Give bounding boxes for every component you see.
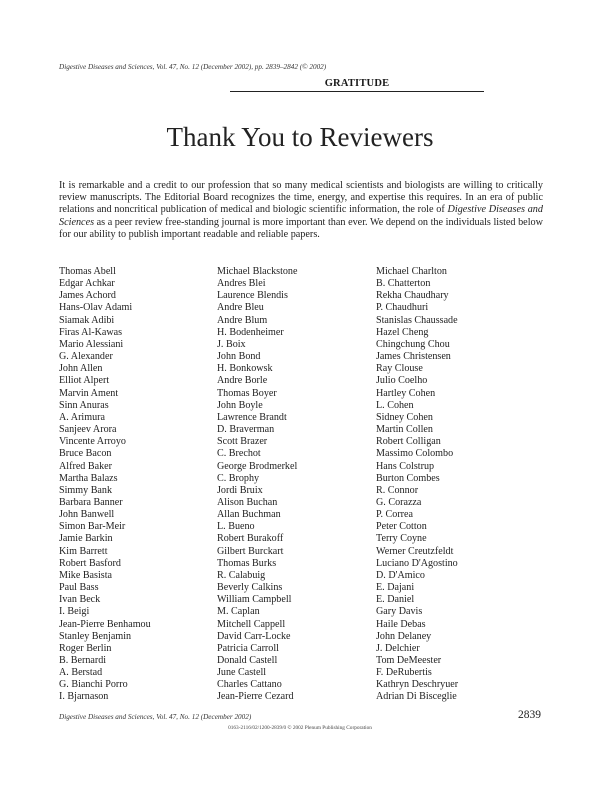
reviewer-name: I. Beigi	[59, 606, 90, 618]
reviewer-name: Bruce Bacon	[59, 448, 112, 460]
reviewer-name: George Brodmerkel	[217, 460, 298, 472]
intro-text-part1: It is remarkable and a credit to our profession that so many medical scientists and biologists are willing to critically review manuscripts. The Editorial Board recognizes the time, energy, and expertise this requires. In an era of public relations and noncritical publication of medical and biologic scientific information, the role of	[59, 180, 543, 216]
reviewer-name: Thomas Abell	[59, 266, 116, 277]
reviewer-name: B. Chatterton	[376, 278, 431, 290]
reviewer-name: G. Alexander	[59, 351, 113, 363]
reviewer-name: E. Dajani	[376, 582, 415, 594]
reviewer-name: Burton Combes	[376, 472, 440, 484]
reviewer-name: Sinn Anuras	[59, 399, 109, 411]
reviewer-name: Thomas Burks	[217, 557, 277, 569]
reviewer-name: Donald Castell	[217, 655, 278, 666]
reviewer-name: Hartley Cohen	[376, 387, 436, 399]
reviewer-name: R. Connor	[376, 484, 419, 496]
reviewer-name: William Campbell	[217, 594, 292, 606]
reviewer-name: John Bond	[217, 351, 261, 363]
reviewer-name: Stanislas Chaussade	[376, 314, 458, 326]
reviewer-name: James Achord	[59, 290, 116, 302]
reviewer-name: Haile Debas	[376, 618, 426, 630]
reviewer-name: Hans Colstrup	[376, 460, 435, 472]
reviewer-name: Charles Cattano	[217, 679, 282, 691]
reviewer-name: Andre Borle	[217, 375, 268, 387]
reviewer-name: John Banwell	[59, 509, 115, 521]
reviewer-name: Andre Bleu	[217, 302, 264, 314]
reviewer-name: Scott Brazer	[217, 436, 268, 448]
reviewer-name: Laurence Blendis	[217, 290, 288, 302]
reviewer-name: Patricia Carroll	[217, 642, 279, 654]
reviewer-name: Robert Basford	[59, 557, 121, 569]
reviewer-name: Stanley Benjamin	[59, 630, 132, 642]
reviewer-name: Julio Coelho	[376, 375, 428, 387]
reviewer-name: L. Bueno	[217, 521, 255, 533]
reviewer-name: Siamak Adibi	[59, 314, 115, 326]
reviewer-name: Jordi Bruix	[217, 484, 263, 496]
reviewer-name: Terry Coyne	[376, 533, 427, 545]
reviewer-name: C. Brophy	[217, 472, 260, 484]
reviewer-column-1	[59, 266, 151, 704]
reviewer-name: Robert Burakoff	[217, 533, 284, 545]
reviewer-name: Alfred Baker	[59, 460, 112, 472]
reviewer-name: Roger Berlin	[59, 642, 112, 654]
reviewer-name: Hans-Olav Adami	[59, 302, 133, 314]
reviewer-name: B. Bernardi	[59, 655, 107, 666]
reviewer-name: Elliot Alpert	[59, 375, 110, 387]
reviewer-name: Robert Colligan	[376, 436, 441, 448]
reviewer-name: Simmy Bank	[59, 484, 112, 496]
reviewer-name: Michael Blackstone	[217, 266, 298, 277]
reviewer-name: Luciano D'Agostino	[376, 557, 458, 569]
reviewer-name: James Christensen	[376, 351, 451, 363]
reviewer-name: Massimo Colombo	[376, 448, 454, 460]
reviewer-name: P. Correa	[376, 509, 414, 521]
running-head: Digestive Diseases and Sciences, Vol. 47, No. 12 (December 2002), pp. 2839–2842 (© 2002)	[59, 63, 327, 71]
reviewer-name: Martha Balazs	[59, 472, 118, 484]
reviewer-name: J. Boix	[217, 338, 246, 350]
reviewer-name: F. DeRubertis	[376, 667, 432, 679]
reviewer-name: Gary Davis	[376, 606, 423, 618]
reviewer-name: Thomas Boyer	[217, 387, 277, 399]
reviewer-name: L. Cohen	[376, 399, 414, 411]
reviewer-name: David Carr-Locke	[217, 630, 291, 642]
section-label: GRATITUDE	[230, 78, 484, 92]
reviewer-name: Jean-Pierre Benhamou	[59, 618, 151, 630]
reviewer-name: G. Bianchi Porro	[59, 679, 128, 691]
reviewer-name: Ray Clouse	[376, 363, 423, 375]
reviewer-name: R. Calabuig	[217, 569, 266, 581]
intro-text-part2: as a peer review free-standing journal is more important than ever. We depend on the individuals listed below for our ability to publish important readable and reliable papers.	[59, 216, 543, 240]
reviewer-name: Mario Alessiani	[59, 338, 124, 350]
reviewer-name: C. Brechot	[217, 448, 261, 460]
reviewer-name: H. Bonkowsk	[217, 363, 273, 375]
reviewer-name: John Boyle	[217, 399, 263, 411]
reviewer-name: D. Braverman	[217, 424, 275, 436]
reviewer-name: Lawrence Brandt	[217, 411, 287, 423]
reviewer-name: Peter Cotton	[376, 521, 427, 533]
reviewer-name: Tom DeMeester	[376, 655, 442, 666]
reviewer-column-2	[217, 266, 297, 704]
reviewer-name: A. Berstad	[59, 667, 103, 679]
copyright-line: 0163-2116/02/1200-2839/0 © 2002 Plenum Publishing Corporation	[228, 725, 372, 731]
reviewer-name: Mitchell Cappell	[217, 618, 286, 630]
reviewer-name: Rekha Chaudhary	[376, 290, 449, 302]
reviewer-name: Werner Creutzfeldt	[376, 545, 454, 557]
reviewer-name: P. Chaudhuri	[376, 302, 429, 314]
reviewer-name: Barbara Banner	[59, 496, 123, 508]
reviewer-name: Andres Blei	[217, 278, 266, 290]
reviewer-name: E. Daniel	[376, 594, 415, 606]
reviewer-name: M. Caplan	[217, 606, 260, 618]
page-title: Thank You to Reviewers	[166, 122, 434, 152]
reviewer-name: John Delaney	[376, 630, 432, 642]
reviewer-name: H. Bodenheimer	[217, 326, 284, 338]
reviewer-name: Firas Al-Kawas	[59, 326, 123, 338]
reviewer-name: D. D'Amico	[376, 569, 425, 581]
reviewer-name: Mike Basista	[59, 569, 112, 581]
reviewer-name: I. Bjarnason	[59, 691, 109, 703]
reviewer-name: Martin Collen	[376, 424, 433, 436]
reviewer-name: A. Arimura	[59, 411, 105, 423]
reviewer-name: Michael Charlton	[376, 266, 447, 277]
reviewer-name: Kathryn Deschryuer	[376, 679, 459, 691]
reviewer-name: Alison Buchan	[217, 496, 278, 508]
reviewer-name: Ivan Beck	[59, 594, 101, 606]
reviewer-name: Hazel Cheng	[376, 326, 429, 338]
journal-name-italic: Digestive Diseases and Sciences	[59, 204, 543, 228]
reviewer-name: June Castell	[217, 667, 267, 679]
reviewer-name: Marvin Ament	[59, 387, 119, 399]
reviewer-name: Vincente Arroyo	[59, 436, 126, 448]
reviewer-name: Jamie Barkin	[59, 533, 113, 545]
reviewer-name: J. Delchier	[376, 642, 420, 654]
reviewer-name: Adrian Di Bisceglie	[376, 691, 457, 703]
reviewer-name: Kim Barrett	[59, 545, 108, 557]
reviewer-column-3	[376, 266, 458, 704]
reviewer-name: Sidney Cohen	[376, 411, 433, 423]
footer-journal: Digestive Diseases and Sciences, Vol. 47, No. 12 (December 2002)	[59, 713, 252, 721]
reviewer-name: Jean-Pierre Cezard	[217, 691, 294, 703]
reviewer-name: Sanjeev Arora	[59, 424, 117, 436]
reviewer-name: Paul Bass	[59, 582, 99, 594]
reviewer-name: Chingchung Chou	[376, 338, 450, 350]
intro-paragraph	[59, 180, 543, 241]
page-number: 2839	[518, 709, 541, 721]
reviewer-name: G. Corazza	[376, 496, 422, 508]
reviewer-name: Beverly Calkins	[217, 582, 283, 594]
reviewer-name: Allan Buchman	[217, 509, 281, 521]
reviewer-name: Simon Bar-Meir	[59, 521, 126, 533]
reviewer-name: John Allen	[59, 363, 103, 375]
reviewer-name: Gilbert Burckart	[217, 545, 284, 557]
reviewer-name: Edgar Achkar	[59, 278, 115, 290]
reviewer-name: Andre Blum	[217, 314, 268, 326]
